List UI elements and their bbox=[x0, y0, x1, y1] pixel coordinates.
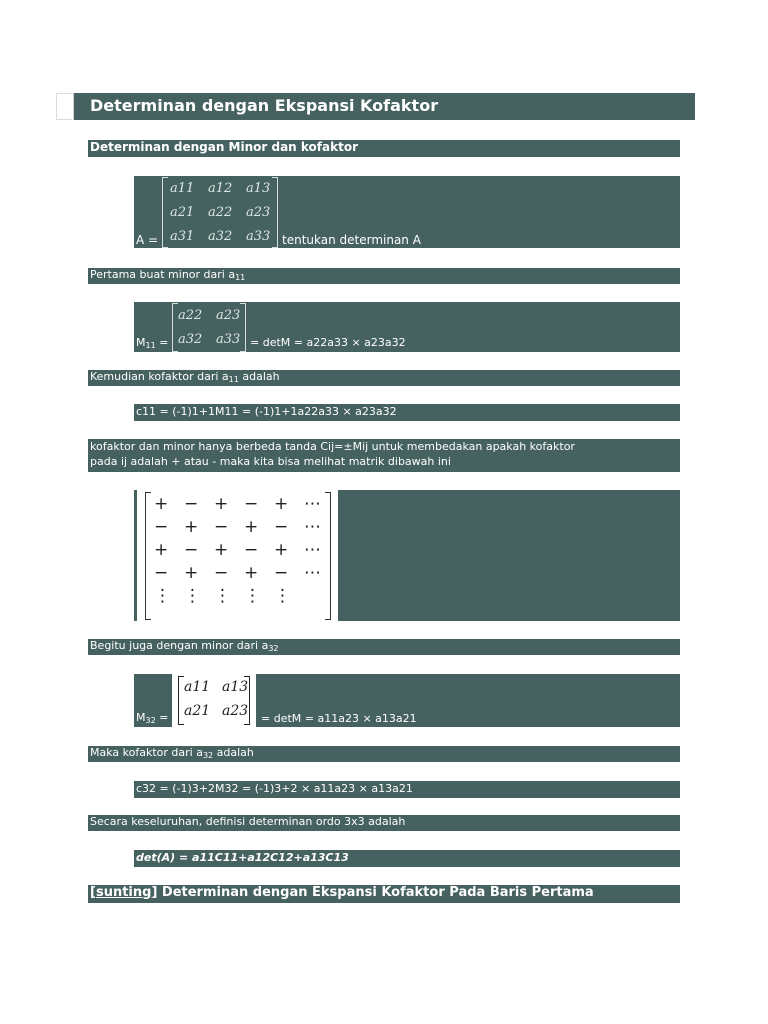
minor-m11-cell: a33 bbox=[216, 332, 241, 347]
cofactor-c11-formula: c11 = (-1)1+1M11 = (-1)1+1a22a33 × a23a32 bbox=[136, 405, 397, 418]
step-text: Begitu juga dengan minor dari a bbox=[90, 639, 269, 652]
step-cofactor-a32 bbox=[88, 746, 680, 762]
cofactor-c32-block bbox=[134, 781, 680, 798]
sign-matrix-cell: + bbox=[244, 563, 259, 583]
sign-matrix-cell: − bbox=[184, 540, 199, 560]
minor-m11-cell: a32 bbox=[178, 332, 203, 347]
matrix-a-cell: a11 bbox=[170, 181, 195, 196]
minor-m11-cell: a23 bbox=[216, 308, 241, 323]
section-heading-minor-kofaktor bbox=[88, 140, 680, 157]
sign-note-line-2: pada ij adalah + atau - maka kita bisa melihat matrik dibawah ini bbox=[90, 455, 451, 468]
step-cofactor-a32-text bbox=[90, 746, 254, 760]
matrix-a-cell: a21 bbox=[170, 205, 195, 220]
sign-matrix-grid bbox=[150, 494, 326, 618]
matrix-a-cell: a23 bbox=[246, 205, 271, 220]
sign-matrix-cell: + bbox=[274, 494, 289, 514]
minor-m11-cell: a22 bbox=[178, 308, 203, 323]
section-heading-baris-pertama bbox=[88, 885, 680, 903]
minor-m32-cell: a23 bbox=[222, 703, 249, 719]
sign-matrix-cell: + bbox=[214, 540, 229, 560]
sign-matrix-cell: + bbox=[214, 494, 229, 514]
matrix-a-block bbox=[134, 176, 680, 248]
subscript: 11 bbox=[228, 375, 239, 384]
sign-matrix-cell: − bbox=[274, 517, 289, 537]
sign-matrix-cell: + bbox=[154, 494, 169, 514]
step-minor-a32-text bbox=[90, 639, 279, 653]
sign-matrix-cell: − bbox=[214, 517, 229, 537]
cofactor-c32-formula: c32 = (-1)3+2M32 = (-1)3+2 × a11a23 × a13a21 bbox=[136, 782, 413, 795]
matrix-a-cell: a33 bbox=[246, 229, 271, 244]
step-minor-a11 bbox=[88, 268, 680, 284]
section-heading-text: Determinan dengan Minor dan kofaktor bbox=[90, 140, 358, 154]
sign-matrix-cell: + bbox=[274, 540, 289, 560]
minor-m11-label bbox=[136, 336, 168, 350]
title-left-border bbox=[56, 93, 72, 120]
sign-matrix-cell: − bbox=[154, 517, 169, 537]
page-title: Determinan dengan Ekspansi Kofaktor bbox=[90, 96, 439, 115]
sign-matrix-cell: ⋮ bbox=[154, 586, 171, 606]
matrix-a-cell: a22 bbox=[208, 205, 233, 220]
matrix-a-cell: a31 bbox=[170, 229, 195, 244]
step-text: Maka kofaktor dari a bbox=[90, 746, 203, 759]
section-heading-baris-pertama-text: [sunting] Determinan dengan Ekspansi Kofaktor Pada Baris Pertama bbox=[90, 885, 594, 900]
sign-matrix-cell: ⋯ bbox=[304, 540, 321, 560]
step-text: Kemudian kofaktor dari a bbox=[90, 370, 229, 383]
step-definition bbox=[88, 815, 680, 831]
label-eq: = bbox=[155, 336, 169, 349]
label-main: M bbox=[136, 711, 146, 724]
page-title-bar bbox=[73, 93, 695, 120]
sign-matrix-cell: ⋮ bbox=[184, 586, 201, 606]
step-cofactor-a11 bbox=[88, 370, 680, 386]
sign-matrix-right-fill bbox=[338, 490, 680, 621]
matrix-a-cell: a13 bbox=[246, 181, 271, 196]
matrix-a-suffix: tentukan determinan A bbox=[282, 233, 421, 247]
step-definition-text: Secara keseluruhan, definisi determinan ordo 3x3 adalah bbox=[90, 815, 406, 828]
matrix-a-label: A = bbox=[136, 233, 159, 247]
det-formula: det(A) = a11C11+a12C12+a13C13 bbox=[136, 851, 349, 864]
cofactor-c11-block bbox=[134, 404, 680, 421]
label-eq: = bbox=[155, 711, 169, 724]
minor-m32-cell: a13 bbox=[222, 679, 249, 695]
sign-note-line-1: kofaktor dan minor hanya berbeda tanda Cij=±Mij untuk membedakan apakah kofaktor bbox=[90, 440, 575, 453]
matrix-a-cell: a32 bbox=[208, 229, 233, 244]
step-minor-a11-text bbox=[90, 268, 245, 282]
step-cofactor-a11-text bbox=[90, 370, 280, 384]
label-sub: 32 bbox=[145, 716, 156, 725]
sign-matrix-cell: + bbox=[184, 517, 199, 537]
sign-matrix-cell: ⋮ bbox=[214, 586, 231, 606]
sign-matrix-cell: ⋯ bbox=[304, 494, 321, 514]
sign-matrix-cell: + bbox=[154, 540, 169, 560]
heading-text: Determinan dengan Ekspansi Kofaktor Pada Baris Pertama bbox=[157, 885, 594, 900]
subscript: 32 bbox=[202, 751, 214, 760]
sign-matrix-cell: − bbox=[184, 494, 199, 514]
minor-m11-result: = detM = a22a33 × a23a32 bbox=[250, 336, 406, 349]
sign-matrix-cell: + bbox=[244, 517, 259, 537]
step-minor-a32 bbox=[88, 639, 680, 655]
sign-matrix-cell: − bbox=[214, 563, 229, 583]
sign-matrix-cell: − bbox=[154, 563, 169, 583]
sign-matrix-cell: − bbox=[244, 540, 259, 560]
minor-m32-label bbox=[136, 711, 168, 725]
label-main: M bbox=[136, 336, 146, 349]
sign-matrix-cell: − bbox=[274, 563, 289, 583]
step-text-post: adalah bbox=[238, 370, 280, 383]
minor-m11-right-bracket bbox=[240, 303, 246, 352]
label-sub: 11 bbox=[145, 341, 156, 350]
minor-m32-cell: a11 bbox=[184, 679, 211, 695]
subscript: 11 bbox=[235, 273, 246, 282]
step-text: Pertama buat minor dari a bbox=[90, 268, 236, 281]
sign-matrix-cell: ⋯ bbox=[304, 517, 321, 537]
sign-note-block bbox=[88, 439, 680, 472]
matrix-a-right-bracket bbox=[272, 177, 278, 248]
sign-matrix-cell: ⋯ bbox=[304, 563, 321, 583]
step-text-post: adalah bbox=[213, 746, 254, 759]
sign-matrix-cell: ⋮ bbox=[274, 586, 291, 606]
minor-m32-cell: a21 bbox=[184, 703, 211, 719]
matrix-a-left-bracket bbox=[162, 177, 168, 248]
edit-link[interactable]: sunting bbox=[95, 885, 152, 900]
sign-matrix-cell: ⋮ bbox=[244, 586, 261, 606]
minor-m32-result: = detM = a11a23 × a13a21 bbox=[261, 712, 417, 725]
sign-matrix-cell: − bbox=[244, 494, 259, 514]
matrix-a-cell: a12 bbox=[208, 181, 233, 196]
minor-m11-block bbox=[134, 302, 680, 352]
subscript: 32 bbox=[268, 644, 279, 653]
det-formula-block bbox=[134, 850, 680, 867]
sign-matrix-cell: + bbox=[184, 563, 199, 583]
